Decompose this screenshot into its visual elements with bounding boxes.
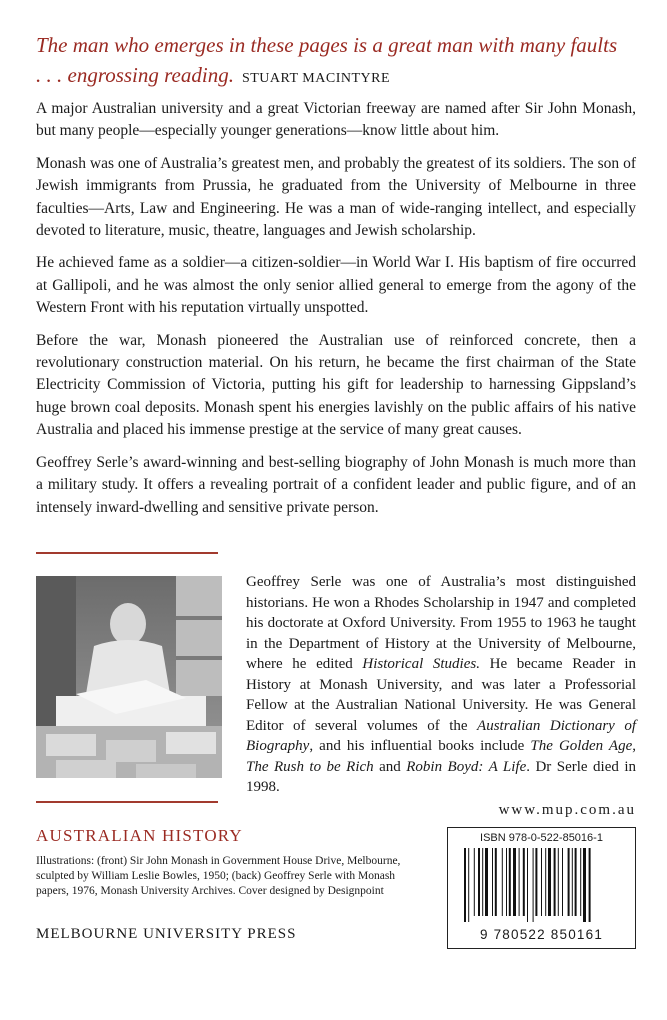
quote-attribution: STUART MACINTYRE	[241, 71, 391, 86]
barcode-bar	[589, 848, 591, 922]
bio-sep-1: ,	[632, 738, 636, 754]
author-photo	[36, 576, 222, 778]
barcode-bar	[513, 848, 516, 916]
barcode-bar	[523, 848, 525, 916]
barcode-bar	[495, 848, 497, 916]
bio-book-2: The Rush to be Rich	[246, 758, 374, 775]
bio-text-2: He became Reader in History at Monash University, and was later a Professorial Fellow at the Australian National University. He was General Editor of several volumes of the	[246, 656, 637, 734]
blurb	[36, 98, 636, 529]
barcode-bar	[492, 848, 493, 916]
blurb-paragraph: Geoffrey Serle’s award-winning and best-selling biography of John Monash is much more than a military study. It offers a revealing portrait of a confident leader and public figure, and of an intensely inward-dwelling and sensitive private person.	[36, 453, 636, 516]
barcode-bar	[464, 848, 466, 922]
bio-book-3: Robin Boyd: A Life	[406, 758, 527, 775]
bio-text-1: Geoffrey Serle was one of Australia’s most distinguished historians. He won a Rhodes Scholarship in 1947 and completed his doctorate at Oxford University. From 1955 to 1963 he taught in the Department of History at the University of Melbourne, where he edited	[246, 574, 636, 672]
barcode-bar	[527, 848, 528, 922]
quote-line-2-text: . . . engrossing reading.	[36, 63, 234, 87]
bio-sep-2: and	[373, 758, 407, 775]
bio-journal-title: Historical Studies.	[362, 656, 480, 672]
quote-line-2	[36, 60, 636, 94]
author-bio	[246, 572, 636, 798]
publisher-name: MELBOURNE UNIVERSITY PRESS	[36, 926, 297, 942]
barcode-bar	[533, 848, 534, 922]
barcode-bar	[572, 848, 573, 916]
divider-rule-bottom	[36, 801, 218, 803]
barcode-bar	[474, 848, 475, 916]
bio-adb-title: Australian Dictionary of Biography	[246, 717, 636, 754]
cover-quote	[36, 30, 636, 94]
illustration-credits: Illustrations: (front) Sir John Monash in Government House Drive, Melbourne, sculpted by William Leslie Bowles, 1950; (back) Geoffrey Serle with Monash papers, 1976, Monash University Archives. Cover designed by Designpoint	[36, 855, 401, 897]
barcode-bar	[548, 848, 551, 916]
barcode-bar	[562, 848, 563, 916]
bio-text-4: . Dr Serle died in 1998.	[246, 758, 637, 795]
barcode-bar	[558, 848, 559, 916]
barcode-bar	[545, 848, 546, 916]
barcode-bar	[485, 848, 488, 916]
blurb-paragraph: A major Australian university and a great Victorian freeway are named after Sir John Monash, but many people—especially younger generations—know little about him.	[36, 100, 636, 140]
barcode-bar	[568, 848, 570, 916]
barcode-bar	[541, 848, 542, 916]
isbn-barcode	[447, 827, 636, 949]
blurb-paragraph: Monash was one of Australia’s greatest men, and probably the greatest of its soldiers. The son of Jewish immigrants from Prussia, he graduated from the University of Melbourne in three faculties—Arts, Law and Engineering. He was a man of wide-ranging intellect, and especially devoted to literature, music, theatre, languages and Jewish scholarship.	[36, 154, 636, 240]
barcode-bar	[575, 848, 577, 916]
barcode-bar	[509, 848, 511, 916]
isbn-label: ISBN 978-0-522-85016-1	[480, 832, 603, 844]
barcode-bar	[519, 848, 520, 916]
barcode-bar	[535, 848, 537, 916]
blurb-paragraph: Before the war, Monash pioneered the Australian use of reinforced concrete, then a revolutionary construction material. On his return, he became the first chairman of the State Electricity Commission of Victoria, putting his gift for leadership to harnessing Gippsland’s huge brown coal deposits. Monash spent his energies lavishly on the public affairs of his native Australia and placed his immense prestige at the service of many great causes.	[36, 331, 636, 439]
divider-rule-top	[36, 552, 218, 554]
barcode-bar	[580, 848, 581, 916]
barcode-bar	[482, 848, 483, 916]
publisher-website[interactable]: www.mup.com.au	[498, 802, 636, 818]
author-photo-illustration	[36, 576, 222, 778]
barcode-bar	[554, 848, 556, 916]
quote-line-1: The man who emerges in these pages is a great man with many faults	[36, 33, 618, 57]
barcode-bar	[502, 848, 503, 916]
category-label: AUSTRALIAN HISTORY	[36, 826, 243, 845]
barcode-number: 9 780522 850161	[479, 927, 604, 942]
barcode-bar	[506, 848, 507, 916]
barcode-bars	[462, 848, 626, 922]
barcode-bar	[583, 848, 586, 922]
bio-book-1: The Golden Age	[530, 738, 633, 754]
barcode-bar	[478, 848, 480, 916]
bio-text-3: , and his influential books include	[309, 738, 531, 754]
blurb-paragraph: He achieved fame as a soldier—a citizen-soldier—in World War I. His baptism of fire occurred at Gallipoli, and he was almost the only senior allied general to emerge from the agony of the Western Front with his reputation virtually unspotted.	[36, 254, 636, 317]
barcode-bar	[468, 848, 469, 922]
